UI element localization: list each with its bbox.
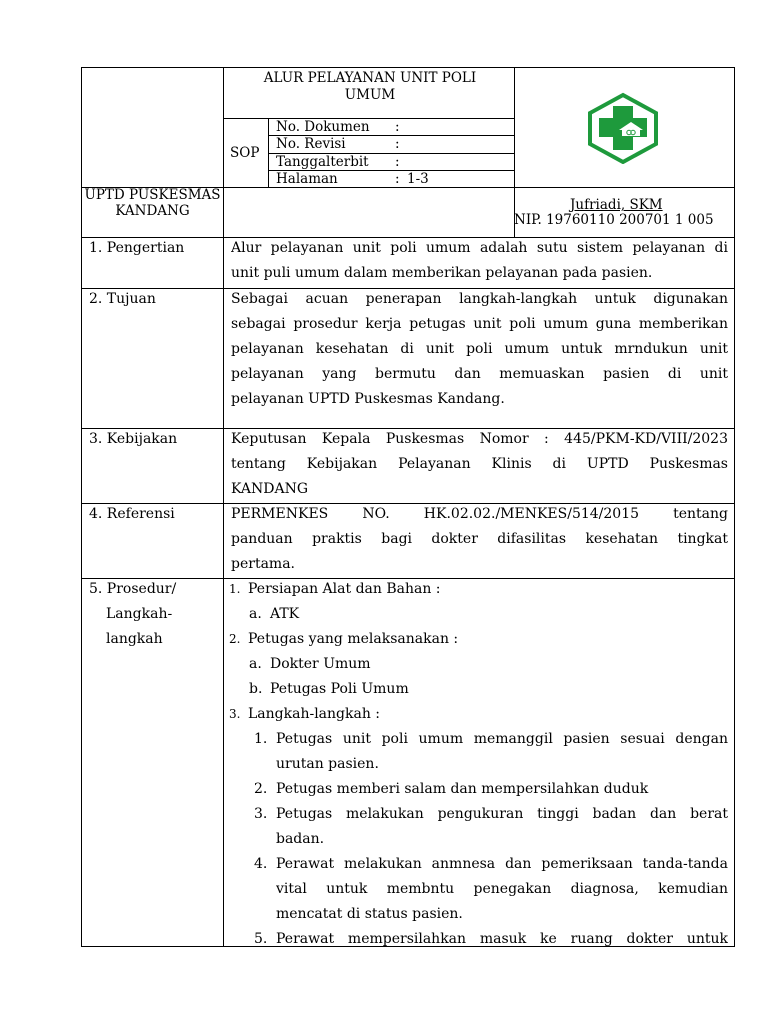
step-line: Petugas melakukan pengukuran tinggi badan dan berat <box>276 806 728 822</box>
signer-name: Jufriadi, SKM <box>570 197 663 213</box>
list-item: Persiapan Alat dan Bahan : <box>248 581 441 597</box>
step-number: 2. <box>254 781 268 797</box>
organization-name: UPTD PUSKESMAS KANDANG <box>84 187 221 219</box>
kebijakan-line: KANDANG <box>231 481 309 497</box>
step-line: Petugas unit poli umum memanggil pasien sesuai dengan <box>276 731 728 747</box>
table-border-top <box>81 67 735 68</box>
table-divider <box>81 288 735 289</box>
referensi-line: PERMENKES NO. HK.02.02./MENKES/514/2015 tentang <box>231 506 728 522</box>
list-number: 2. <box>229 632 241 646</box>
section-label-pengertian: 1. Pengertian <box>89 240 185 256</box>
list-item: Dokter Umum <box>270 656 371 672</box>
pengertian-line: unit puli umum dalam memberikan pelayanan pada pasien. <box>231 265 653 281</box>
tujuan-line: pelayanan yang bermutu dan memuaskan pasien di unit <box>231 366 728 382</box>
field-label: Halaman <box>276 171 338 187</box>
field-separator: : <box>395 154 400 170</box>
field-label: Tanggalterbit <box>276 154 369 170</box>
tujuan-line: pelayanan UPTD Puskesmas Kandang. <box>231 391 505 407</box>
referensi-line: panduan praktis bagi dokter difasilitas kesehatan tingkat <box>231 531 728 547</box>
list-item: Petugas yang melaksanakan : <box>248 631 459 647</box>
step-line: urutan pasien. <box>276 756 379 772</box>
table-border-bottom <box>81 946 735 947</box>
step-line: vital untuk membntu penegakan diagnosa, kemudian <box>276 881 728 897</box>
section-label-kebijakan: 3. Kebijakan <box>89 431 178 447</box>
field-separator: : <box>395 119 400 135</box>
section-label-referensi: 4. Referensi <box>89 506 175 522</box>
field-label: No. Dokumen <box>276 119 370 135</box>
list-number: 3. <box>229 707 241 721</box>
table-divider <box>81 503 735 504</box>
puskesmas-logo-icon <box>586 92 660 164</box>
signer-nip: NIP. 19760110 200701 1 005 <box>514 212 714 228</box>
kebijakan-line: Keputusan Kepala Puskesmas Nomor : 445/PKM-KD/VIII/2023 <box>231 431 728 447</box>
tujuan-line: pelayanan kesehatan di unit poli umum untuk mrndukun unit <box>231 341 728 357</box>
step-number: 3. <box>254 806 268 822</box>
tujuan-line: Sebagai acuan penerapan langkah-langkah untuk digunakan <box>231 291 728 307</box>
tujuan-line: sebagai prosedur kerja petugas unit poli umum guna memberikan <box>231 316 728 332</box>
table-divider <box>268 118 269 187</box>
field-separator: : <box>395 136 400 152</box>
list-letter: b. <box>249 681 263 697</box>
list-item: Petugas Poli Umum <box>270 681 409 697</box>
section-label-prosedur: 5. Prosedur/ <box>89 581 177 597</box>
step-line: mencatat di status pasien. <box>276 906 463 922</box>
table-divider <box>81 237 735 238</box>
list-letter: a. <box>249 656 262 672</box>
sop-label: SOP <box>230 145 260 161</box>
list-item: ATK <box>270 606 300 622</box>
table-border-right <box>734 67 735 947</box>
table-divider <box>81 428 735 429</box>
section-label-tujuan: 2. Tujuan <box>89 291 156 307</box>
step-line: badan. <box>276 831 325 847</box>
section-label-prosedur: langkah <box>106 631 163 647</box>
table-divider <box>81 578 735 579</box>
pengertian-line: Alur pelayanan unit poli umum adalah sutu sistem pelayanan di <box>231 240 728 256</box>
field-separator: : <box>395 171 400 187</box>
step-number: 4. <box>254 856 268 872</box>
step-number: 1. <box>254 731 268 747</box>
list-number: 1. <box>229 582 241 596</box>
kebijakan-line: tentang Kebijakan Pelayanan Klinis di UPTD Puskesmas <box>231 456 728 472</box>
step-line: Perawat melakukan anmnesa dan pemeriksaan tanda-tanda <box>276 856 728 872</box>
table-divider <box>223 67 224 947</box>
step-line: Perawat mempersilahkan masuk ke ruang dokter untuk <box>276 931 728 946</box>
field-label: No. Revisi <box>276 136 346 152</box>
referensi-line: pertama. <box>231 556 295 572</box>
list-item: Langkah-langkah : <box>248 706 381 722</box>
list-letter: a. <box>249 606 262 622</box>
step-line: Petugas memberi salam dan mempersilahkan duduk <box>276 781 649 797</box>
step-number: 5. <box>254 931 268 947</box>
section-label-prosedur: Langkah- <box>106 606 173 622</box>
field-value: 1-3 <box>407 171 429 187</box>
document-title: ALUR PELAYANAN UNIT POLI UMUM <box>263 70 477 103</box>
